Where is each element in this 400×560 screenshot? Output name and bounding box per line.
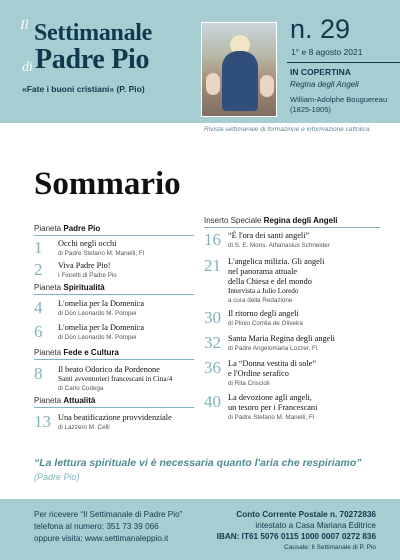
entry-title: Viva Padre Pio! [58, 261, 111, 270]
cover-author: William-Adolphe Bouguereau [290, 95, 388, 104]
entry-author: I Fioretti di Padre Pio [58, 272, 117, 279]
page-title: Sommario [34, 166, 181, 202]
entry-author: di Lazzero M. Celli [58, 424, 110, 431]
section-header: Pianeta Fede e Cultura [34, 348, 194, 360]
entry-author: di S. E. Mons. Athanasius Schneider [228, 242, 330, 249]
entry-title-line: nel panorama attuale [228, 267, 298, 276]
entry-title: La “Donna vestita di sole” [228, 359, 317, 368]
website-link[interactable]: oppure visita: www.settimanaleppio.it [34, 534, 169, 543]
page-number: 1 [34, 238, 43, 257]
issue-date: 1° e 8 agosto 2021 [291, 47, 363, 57]
entry-title-line: della Chiesa e del mondo [228, 277, 312, 286]
logo-padre-pio: Padre Pio [35, 44, 150, 75]
entry-title-line: un tesoro per i Francescani [228, 403, 318, 412]
quote-source: (Padre Pio) [34, 472, 80, 482]
page-number: 40 [204, 392, 221, 411]
entry-title: L'omelia per la Domenica [58, 299, 145, 308]
entry-title: Il ritorno degli angeli [228, 309, 299, 318]
page-number: 16 [204, 230, 221, 249]
quote-text: “La lettura spirituale vi è necessaria quanto l'aria che respiriamo” [34, 457, 362, 469]
tagline: Rivista settimanale di formazione e informazione cattolica [204, 126, 370, 133]
entry-title: Santa Maria Regina degli angeli [228, 334, 335, 343]
page-number: 32 [204, 333, 221, 352]
entry-author: di Padre Stefano M. Manelli, FI [228, 414, 315, 421]
entry-author: a cura della Redazione [228, 297, 293, 304]
entry-author: di Plinio Corrêa de Oliveira [228, 320, 303, 327]
entry-subtitle: Intervista a Julio Loredo [228, 287, 299, 295]
page-number: 2 [34, 260, 43, 279]
page-number: 8 [34, 364, 43, 383]
issue-number: n. 29 [290, 14, 351, 44]
entry-author: di Carlo Codega [58, 385, 104, 392]
payment-info: Conto Corrente Postale n. 70272836 intestato a Casa Mariana Editrice IBAN: IT61 5076 0115 1000 0007 0272 836 Causale: Il Settimanale di P. Pio [216, 510, 376, 551]
entry-title: Occhi negli occhi [58, 239, 117, 248]
entry-title: La devozione agli angeli, [228, 393, 312, 402]
section-header: Pianeta Padre Pio [34, 224, 194, 236]
page-number: 30 [204, 308, 221, 327]
entry-author: di Padre Stefano M. Manelli, FI [58, 250, 145, 257]
entry-author: di Padre Angelomaria Lozzer, FI [228, 345, 318, 352]
cover-title: Regina degli Angeli [290, 80, 359, 89]
subscription-info: Per ricevere “Il Settimanale di Padre Pio” telefona al numero: 351 73 39 066 oppure visita: www.settimanaleppio.it [34, 510, 183, 543]
page-number: 36 [204, 358, 221, 377]
entry-author: di Don Leonardo M. Pompei [58, 310, 137, 317]
cover-years: (1825-1905) [290, 105, 331, 114]
page-number: 21 [204, 256, 221, 275]
footer-band [0, 499, 400, 560]
entry-subtitle: Santi avventurieri francescani in Cina/4 [58, 375, 173, 383]
section-header: Pianeta Attualità [34, 396, 194, 408]
header-band [0, 0, 400, 123]
logo-di: di [22, 60, 33, 75]
section-header: Pianeta Spiritualità [34, 283, 194, 295]
entry-title: Una beatificazione provvidenziale [58, 413, 172, 422]
entry-author: di Don Leonardo M. Pompei [58, 334, 137, 341]
page-number: 13 [34, 412, 51, 431]
entry-title: “È l'ora dei santi angeli” [228, 231, 310, 240]
masthead-logo [18, 14, 203, 78]
in-copertina-label: IN COPERTINA [290, 67, 351, 77]
entry-title: Il beato Odorico da Pordenone [58, 365, 160, 374]
page-number: 4 [34, 298, 43, 317]
entry-title: L'angelica milizia. Gli angeli [228, 257, 325, 266]
entry-author: di Rita Criscioli [228, 380, 270, 387]
logo-il: Il [20, 18, 29, 33]
entry-title-line: e l'Ordine serafico [228, 369, 289, 378]
logo-settimanale: Settimanale [34, 20, 153, 46]
cover-painting-image [201, 22, 277, 117]
entry-title: L'omelia per la Domenica [58, 323, 145, 332]
page-number: 6 [34, 322, 43, 341]
section-header-inserto: Inserto Speciale Regina degli Angeli [204, 216, 380, 228]
divider [287, 62, 400, 63]
motto: «Fate i buoni cristiani» (P. Pio) [22, 84, 145, 94]
